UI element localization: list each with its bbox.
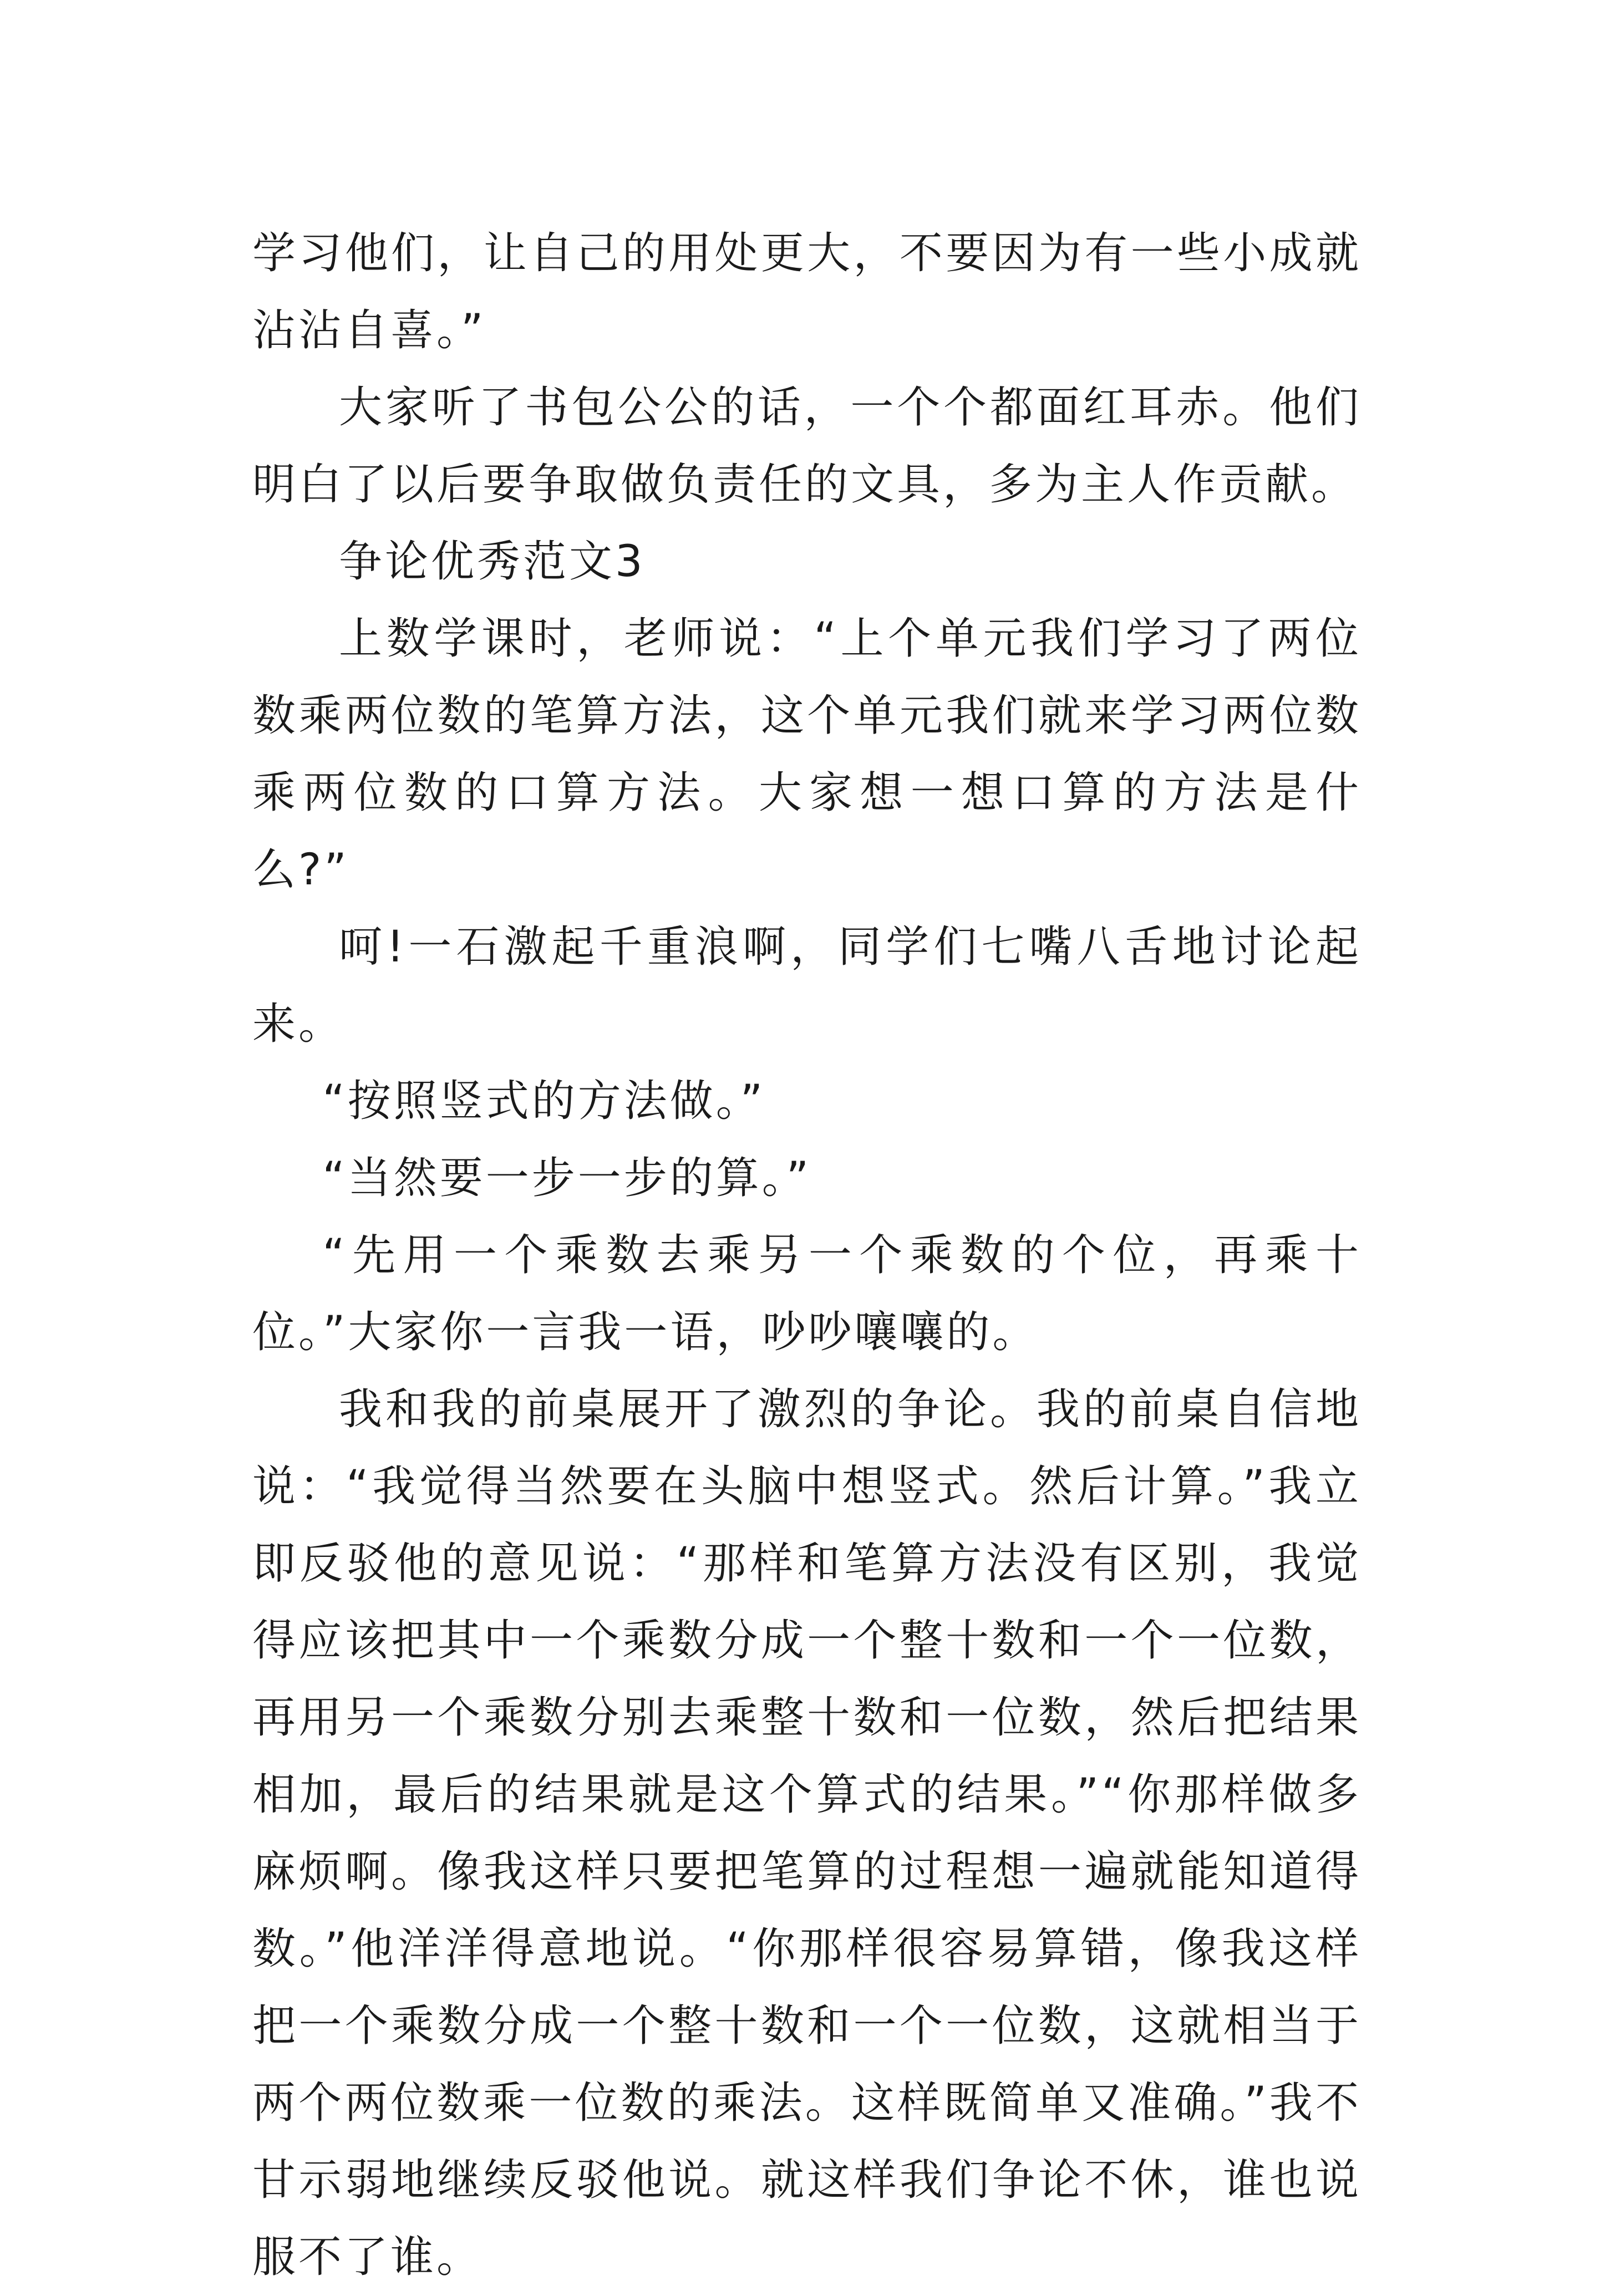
quote-paragraph: “按照竖式的方法做。” [322, 1076, 766, 1126]
quote-paragraph: “当然要一步一步的算。” [322, 1153, 812, 1203]
quote-paragraph: “先用一个乘数去乘另一个乘数的个位，再乘十位。”大家你一言我一语，吵吵嚷嚷的。 [252, 1230, 1362, 1357]
paragraph: 呵!一石激起千重浪啊，同学们七嘴八舌地讨论起来。 [252, 922, 1362, 1049]
paragraph: 我和我的前桌展开了激烈的争论。我的前桌自信地说：“我觉得当然要在头脑中想竖式。然后计算。”我立即反驳他的意见说：“那样和笔算方法没有区别，我觉得应该把其中一个乘数分成一个整十数和一个一位数，再用另一个乘数分别去乘整十数和一位数，然后把结果相加，最后的结果就是这个算式的结果。”“你那样做多麻烦啊。像我这样只要把笔算的过程想一遍就能知道得数。”他洋洋得意地说。“你那样很容易算错，像我这样把一个乘数分成一个整十数和一个一位数，这就相当于两个两位数乘一位数的乘法。这样既简单又准确。”我不甘示弱地继续反驳他说。就这样我们争论不休，谁也说服不了谁。 [252, 1384, 1362, 2282]
paragraph: 大家听了书包公公的话，一个个都面红耳赤。他们明白了以后要争取做负责任的文具，多为主人作贡献。 [252, 383, 1362, 510]
section-heading: 争论优秀范文3 [339, 537, 646, 587]
document-body [252, 215, 1362, 2296]
paragraph-continuation: 学习他们，让自己的用处更大，不要因为有一些小成就沾沾自喜。” [252, 228, 1362, 355]
paragraph: 上数学课时，老师说：“上个单元我们学习了两位数乘两位数的笔算方法，这个单元我们就来学习两位数乘两位数的口算方法。大家想一想口算的方法是什么?” [252, 614, 1362, 895]
